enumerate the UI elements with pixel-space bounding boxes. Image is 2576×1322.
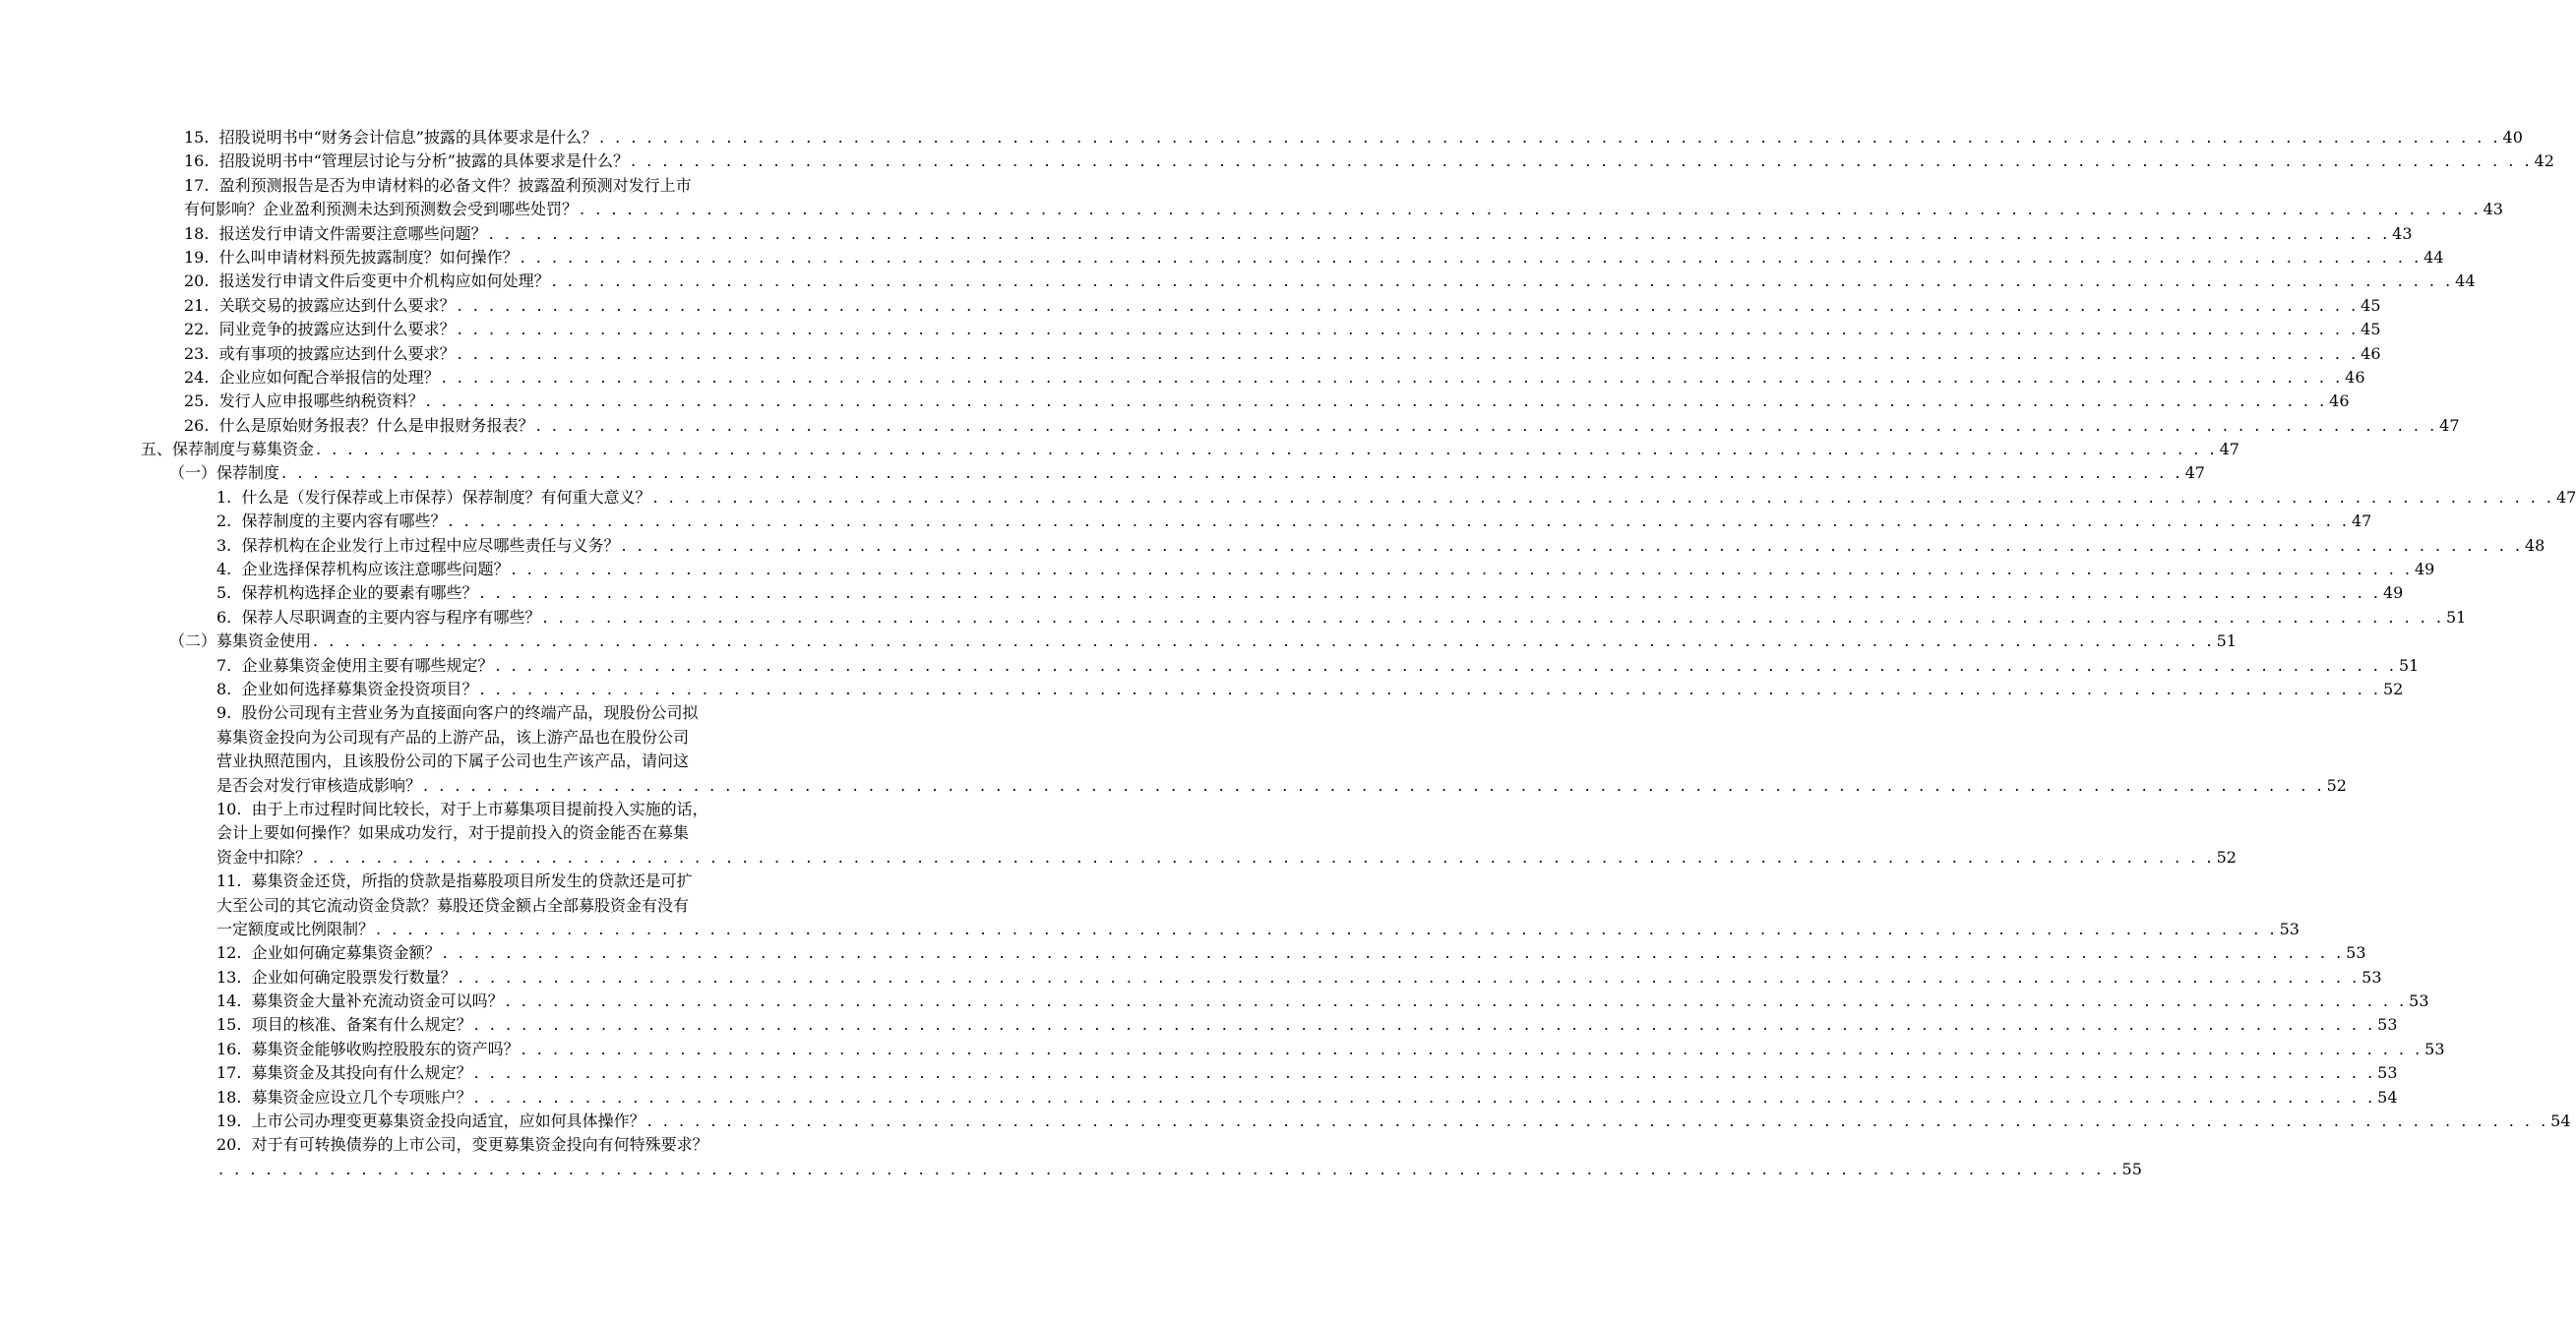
toc-page-number: 46	[2361, 343, 2381, 363]
toc-entry-text: 25. 发行人应申报哪些纳税资料？	[184, 391, 424, 411]
toc-entry-text: 19. 上市公司办理变更募集资金投向适宜，应如何具体操作？	[216, 1112, 645, 1131]
toc-entry-text: 大至公司的其它流动资金贷款？募股还贷金额占全部募股资金有没有	[216, 895, 690, 915]
toc-entry[interactable]	[216, 846, 2237, 870]
toc-entry[interactable]	[184, 126, 2523, 150]
toc-dot-leader: . . . . . . . . . . . . . . . . . . . . . . . . . . . . . . . . . . . . . . . . . . . . . . . . . . . . . . . . . . . . . . . . . . . . . . . . . . . . . . . . . . . . . . . . . . . . . . . . . . . . . . . . . . . . . . . . . . . . . . . .	[441, 367, 2344, 387]
toc-page-number: 44	[2423, 247, 2444, 267]
toc-entry[interactable]	[216, 726, 793, 750]
toc-page-number: 47	[2352, 511, 2372, 531]
toc-dot-leader: . . . . . . . . . . . . . . . . . . . . . . . . . . . . . . . . . . . . . . . . . . . . . . . . . . . . . . . . . . . . . . . . . . . . . . . . . . . . . . . . . . . . . . . . . . . . . . . . . . . . . . . . . . . . . . . . . . . . . . . .	[457, 343, 2360, 363]
toc-entry-text: 14. 募集资金大量补充流动资金可以吗？	[216, 992, 504, 1011]
toc-dot-leader: . . . . . . . . . . . . . . . . . . . . . . . . . . . . . . . . . . . . . . . . . . . . . . . . . . . . . . . . . . . . . . . . . . . . . . . . . . . . . . . . . . . . . . . . . . . . . . . . . . . . . . . . . . . . . . . . . . . . . . . .	[442, 943, 2345, 963]
toc-entry[interactable]	[216, 1133, 793, 1157]
toc-entry[interactable]	[216, 678, 2404, 701]
toc-dot-leader: . . . . . . . . . . . . . . . . . . . . . . . . . . . . . . . . . . . . . . . . . . . . . . . . . . . . . . . . . . . . . . . . . . . . . . . . . . . . . . . . . . . . . . . . . . . . . . . . . . . . . . . . . . . . . . . . . . . . . . . .	[457, 320, 2360, 339]
toc-entry-text: 一定额度或比例限制？	[216, 919, 375, 938]
toc-dot-leader: . . . . . . . . . . . . . . . . . . . . . . . . . . . . . . . . . . . . . . . . . . . . . . . . . . . . . . . . . . . . . . . . . . . . . . . . . . . . . . . . . . . . . . . . . . . . . . . . . . . . . . . . . . . . . . . . . . . . . . . .	[473, 1015, 2376, 1035]
table-of-contents	[0, 126, 2576, 1181]
toc-entry[interactable]	[216, 1086, 2398, 1110]
toc-entry-text: 8. 企业如何选择募集资金投资项目？	[216, 679, 478, 698]
toc-page-number: 53	[2346, 943, 2366, 963]
toc-dot-leader: . . . . . . . . . . . . . . . . . . . . . . . . . . . . . . . . . . . . . . . . . . . . . . . . . . . . . . . . . . . . . . . . . . . . . . . . . . . . . . . . . . . . . . . . . . . . . . . . . . . . . . . . . . . . . . . . . . . . . . . .	[313, 631, 2215, 651]
toc-entry-text: 22. 同业竞争的披露应达到什么要求？	[184, 320, 456, 339]
toc-dot-leader: . . . . . . . . . . . . . . . . . . . . . . . . . . . . . . . . . . . . . . . . . . . . . . . . . . . . . . . . . . . . . . . . . . . . . . . . . . . . . . . . . . . . . . . . . . . . . . . . . . . . . . . . . . . . . . . . . . . . . . . .	[535, 415, 2438, 435]
toc-page-number: 47	[2439, 415, 2460, 435]
toc-page-number: 45	[2361, 320, 2381, 339]
toc-entry[interactable]	[216, 654, 2420, 678]
toc-dot-leader: . . . . . . . . . . . . . . . . . . . . . . . . . . . . . . . . . . . . . . . . . . . . . . . . . . . . . . . . . . . . . . . . . . . . . . . . . . . . . . . . . . . . . . . . . . . . . . . . . . . . . . . . . . . . . . . . . . . . . . . .	[630, 151, 2533, 171]
toc-entry-text: 18. 报送发行申请文件需要注意哪些问题？	[184, 223, 487, 243]
toc-dot-leader: . . . . . . . . . . . . . . . . . . . . . . . . . . . . . . . . . . . . . . . . . . . . . . . . . . . . . . . . . . . . . . . . . . . . . . . . . . . . . . . . . . . . . . . . . . . . . . . . . . . . . . . . . . . . . . . . . . . . . . . .	[488, 223, 2391, 243]
toc-page-number: 54	[2550, 1112, 2571, 1131]
toc-entry[interactable]	[184, 414, 2460, 438]
toc-entry-text: 是否会对发行审核造成影响？	[216, 775, 422, 795]
toc-entry[interactable]	[216, 1038, 2445, 1061]
toc-entry[interactable]	[169, 461, 2205, 485]
toc-dot-leader: . . . . . . . . . . . . . . . . . . . . . . . . . . . . . . . . . . . . . . . . . . . . . . . . . . . . . . . . . . . . . . . . . . . . . . . . . . . . . . . . . . . . . . . . . . . . . . . . . . . . . . . . . . . . . . . . . . . . . . . .	[495, 655, 2397, 675]
toc-dot-leader: . . . . . . . . . . . . . . . . . . . . . . . . . . . . . . . . . . . . . . . . . . . . . . . . . . . . . . . . . . . . . . . . . . . . . . . . . . . . . . . . . . . . . . . . . . . . . . . . . . . . . . . . . . . . . . . . . . . . . . . .	[316, 440, 2218, 459]
toc-entry[interactable]	[216, 1013, 2398, 1037]
toc-entry[interactable]	[184, 270, 2476, 293]
toc-page-number: 46	[2345, 367, 2365, 387]
toc-entry-text: 23. 或有事项的披露应达到什么要求？	[184, 343, 456, 363]
toc-page-number: 47	[2184, 463, 2205, 483]
toc-entry[interactable]	[216, 990, 2429, 1013]
toc-page-number: 53	[2279, 919, 2300, 938]
toc-dot-leader: . . . . . . . . . . . . . . . . . . . . . . . . . . . . . . . . . . . . . . . . . . . . . . . . . . . . . . . . . . . . . . . . . . . . . . . . . . . . . . . . . . . . . . . . . . . . . . . . . . . . . . . . . . . . . . . . . . . . . . . .	[542, 607, 2444, 627]
toc-page-number: 47	[2556, 487, 2576, 507]
toc-entry-text: 募集资金投向为公司现有产品的上游产品，该上游产品也在股份公司	[216, 727, 690, 747]
toc-entry[interactable]	[184, 174, 793, 198]
toc-entry-text: 3. 保荐机构在企业发行上市过程中应尽哪些责任与义务？	[216, 535, 620, 555]
toc-entry-text: 16. 招股说明书中“管理层讨论与分析”披露的具体要求是什么？	[184, 151, 629, 171]
toc-entry[interactable]	[216, 1061, 2398, 1085]
toc-entry-text: （二）募集资金使用	[169, 631, 312, 651]
toc-page-number: 48	[2525, 535, 2545, 555]
toc-entry[interactable]	[184, 318, 2381, 341]
toc-dot-leader: . . . . . . . . . . . . . . . . . . . . . . . . . . . . . . . . . . . . . . . . . . . . . . . . . . . . . . . . . . . . . . . . . . . . . . . . . . . . . . . . . . . . . . . . . . . . . . . . . . . . . . . . . . . . . . . . . . . . . . . .	[521, 1039, 2423, 1058]
toc-entry[interactable]	[216, 750, 793, 773]
toc-entry-text: 5. 保荐机构选择企业的要素有哪些？	[216, 583, 478, 603]
toc-entry-text: 2. 保荐制度的主要内容有哪些？	[216, 511, 447, 531]
toc-dot-leader: . . . . . . . . . . . . . . . . . . . . . . . . . . . . . . . . . . . . . . . . . . . . . . . . . . . . . . . . . . . . . . . . . . . . . . . . . . . . . . . . . . . . . . . . . . . . . . . . . . . . . . . . . . . . . . . . . . . . . . . .	[598, 128, 2501, 147]
toc-page-number: 44	[2455, 271, 2476, 291]
toc-entry-text: （一）保荐制度	[169, 463, 280, 483]
toc-entry[interactable]	[184, 150, 2554, 173]
toc-entry[interactable]	[216, 894, 793, 918]
toc-entry-text: 9. 股份公司现有主营业务为直接面向客户的终端产品，现股份公司拟	[216, 703, 699, 723]
toc-page-number: 49	[2415, 560, 2435, 579]
toc-page-number: 43	[2483, 200, 2503, 219]
toc-entry-text: 19. 什么叫申请材料预先披露制度？如何操作？	[184, 247, 519, 267]
toc-entry-text: 会计上要如何操作？如果成功发行，对于提前投入的资金能否在募集	[216, 823, 690, 843]
toc-entry-text: 20. 报送发行申请文件后变更中介机构应如何处理？	[184, 271, 550, 291]
toc-entry[interactable]	[216, 774, 2347, 798]
toc-entry[interactable]	[184, 366, 2365, 390]
toc-dot-leader: . . . . . . . . . . . . . . . . . . . . . . . . . . . . . . . . . . . . . . . . . . . . . . . . . . . . . . . . . . . . . . . . . . . . . . . . . . . . . . . . . . . . . . . . . . . . . . . . . . . . . . . . . . . . . . . . . . . . . . . .	[511, 560, 2413, 579]
toc-page-number: 53	[2409, 992, 2429, 1011]
toc-page-number: 53	[2361, 967, 2382, 987]
toc-entry-text: 7. 企业募集资金使用主要有哪些规定？	[216, 655, 494, 675]
toc-entry[interactable]	[216, 606, 2467, 630]
toc-entry[interactable]	[184, 246, 2444, 270]
toc-dot-leader: . . . . . . . . . . . . . . . . . . . . . . . . . . . . . . . . . . . . . . . . . . . . . . . . . . . . . . . . . . . . . . . . . . . . . . . . . . . . . . . . . . . . . . . . . . . . . . . . . . . . . . . . . . . . . . . . . . . . . . . .	[505, 992, 2408, 1011]
toc-entry[interactable]	[216, 941, 2366, 965]
toc-dot-leader: . . . . . . . . . . . . . . . . . . . . . . . . . . . . . . . . . . . . . . . . . . . . . . . . . . . . . . . . . . . . . . . . . . . . . . . . . . . . . . . . . . . . . . . . . . . . . . . . . . . . . . . . . . . . . . . . . . . . . . . .	[458, 967, 2361, 987]
toc-dot-leader: . . . . . . . . . . . . . . . . . . . . . . . . . . . . . . . . . . . . . . . . . . . . . . . . . . . . . . . . . . . . . . . . . . . . . . . . . . . . . . . . . . . . . . . . . . . . . . . . . . . . . . . . . . . . . . . . . . . . . . . .	[425, 391, 2328, 411]
toc-entry-text: 16. 募集资金能够收购控股股东的资产吗？	[216, 1039, 520, 1058]
toc-page-number: 53	[2424, 1039, 2445, 1058]
toc-entry-text: 13. 企业如何确定股票发行数量？	[216, 967, 457, 987]
toc-entry[interactable]	[216, 534, 2545, 558]
toc-dot-leader: . . . . . . . . . . . . . . . . . . . . . . . . . . . . . . . . . . . . . . . . . . . . . . . . . . . . . . . . . . . . . . . . . . . . . . . . . . . . . . . . . . . . . . . . . . . . . . . . . . . . . . . . . . . . . . . . . . . . . . . .	[479, 583, 2381, 603]
toc-entry-text: 21. 关联交易的披露应达到什么要求？	[184, 295, 456, 315]
toc-entry[interactable]	[184, 222, 2413, 246]
toc-dot-leader: . . . . . . . . . . . . . . . . . . . . . . . . . . . . . . . . . . . . . . . . . . . . . . . . . . . . . . . . . . . . . . . . . . . . . . . . . . . . . . . . . . . . . . . . . . . . . . . . . . . . . . . . . . . . . . . . . . . . . . . .	[473, 1087, 2376, 1107]
toc-entry-text: 26. 什么是原始财务报表？什么是申报财务报表？	[184, 415, 534, 435]
toc-page-number: 51	[2216, 631, 2237, 651]
toc-entry-text: 五、保荐制度与募集资金	[141, 440, 315, 459]
toc-entry[interactable]	[216, 966, 2382, 990]
toc-dot-leader: . . . . . . . . . . . . . . . . . . . . . . . . . . . . . . . . . . . . . . . . . . . . . . . . . . . . . . . . . . . . . . . . . . . . . . . . . . . . . . . . . . . . . . . . . . . . . . . . . . . . . . . . . . . . . . . . . . . . . . . .	[376, 919, 2278, 938]
toc-entry[interactable]	[216, 701, 793, 725]
toc-entry[interactable]	[216, 870, 793, 893]
toc-entry-text: 15. 项目的核准、备案有什么规定？	[216, 1015, 472, 1035]
toc-entry[interactable]	[141, 438, 2239, 461]
toc-entry-text: 11. 募集资金还贷，所指的贷款是指募股项目所发生的贷款还是可扩	[216, 871, 693, 891]
toc-page-number: 53	[2377, 1015, 2398, 1035]
toc-page-number: 45	[2361, 295, 2381, 315]
toc-entry[interactable]	[216, 1110, 2571, 1133]
toc-dot-leader: . . . . . . . . . . . . . . . . . . . . . . . . . . . . . . . . . . . . . . . . . . . . . . . . . . . . . . . . . . . . . . . . . . . . . . . . . . . . . . . . . . . . . . . . . . . . . . . . . . . . . . . . . . . . . . . . . . . . . . . .	[448, 511, 2350, 531]
toc-page-number: 42	[2534, 151, 2554, 171]
toc-entry-text: 24. 企业应如何配合举报信的处理？	[184, 367, 440, 387]
toc-entry-text: 12. 企业如何确定募集资金额？	[216, 943, 441, 963]
toc-entry[interactable]	[216, 510, 2372, 533]
toc-entry[interactable]	[184, 390, 2350, 413]
toc-entry[interactable]	[184, 198, 2503, 221]
toc-page-number: 43	[2392, 223, 2413, 243]
toc-entry-text: 6. 保荐人尽职调查的主要内容与程序有哪些？	[216, 607, 541, 627]
toc-entry-text: 10. 由于上市过程时间比较长，对于上市募集项目提前投入实施的话，	[216, 799, 708, 818]
toc-page-number: 51	[2446, 607, 2467, 627]
toc-page-number: 51	[2399, 655, 2420, 675]
toc-entry-text: 资金中扣除？	[216, 847, 312, 867]
toc-entry-text: 18. 募集资金应设立几个专项账户？	[216, 1087, 472, 1107]
toc-page-number: 46	[2329, 391, 2350, 411]
toc-entry-text: 有何影响？企业盈利预测未达到预测数会受到哪些处罚？	[184, 200, 579, 219]
toc-entry-text: 20. 对于有可转换债券的上市公司，变更募集资金投向有何特殊要求？	[216, 1135, 708, 1155]
toc-page-number: 52	[2216, 847, 2237, 867]
toc-entry[interactable]	[216, 1158, 2142, 1181]
toc-dot-leader: . . . . . . . . . . . . . . . . . . . . . . . . . . . . . . . . . . . . . . . . . . . . . . . . . . . . . . . . . . . . . . . . . . . . . . . . . . . . . . . . . . . . . . . . . . . . . . . . . . . . . . . . . . . . . . . . . . . . . . . .	[551, 271, 2454, 291]
toc-entry-text: 17. 募集资金及其投向有什么规定？	[216, 1063, 472, 1083]
toc-entry[interactable]	[184, 342, 2381, 366]
toc-dot-leader: . . . . . . . . . . . . . . . . . . . . . . . . . . . . . . . . . . . . . . . . . . . . . . . . . . . . . . . . . . . . . . . . . . . . . . . . . . . . . . . . . . . . . . . . . . . . . . . . . . . . . . . . . . . . . . . . . . . . . . . .	[457, 295, 2360, 315]
toc-page-number: 40	[2502, 128, 2523, 147]
toc-entry[interactable]	[216, 486, 2576, 510]
toc-dot-leader: . . . . . . . . . . . . . . . . . . . . . . . . . . . . . . . . . . . . . . . . . . . . . . . . . . . . . . . . . . . . . . . . . . . . . . . . . . . . . . . . . . . . . . . . . . . . . . . . . . . . . . . . . . . . . . . . . . . . . . . .	[580, 200, 2482, 219]
toc-entry[interactable]	[169, 630, 2237, 653]
toc-page-number: 52	[2383, 679, 2404, 698]
toc-entry-text: 4. 企业选择保荐机构应该注意哪些问题？	[216, 560, 510, 579]
toc-entry-text: 营业执照范围内，且该股份公司的下属子公司也生产该产品，请问这	[216, 751, 690, 771]
toc-entry-text: 17. 盈利预测报告是否为申请材料的必备文件？披露盈利预测对发行上市	[184, 175, 692, 195]
toc-page-number: 52	[2326, 775, 2347, 795]
toc-dot-leader: . . . . . . . . . . . . . . . . . . . . . . . . . . . . . . . . . . . . . . . . . . . . . . . . . . . . . . . . . . . . . . . . . . . . . . . . . . . . . . . . . . . . . . . . . . . . . . . . . . . . . . . . . . . . . . . . . . . . . . . .	[646, 1112, 2549, 1131]
toc-page-number: 55	[2121, 1159, 2142, 1178]
toc-dot-leader: . . . . . . . . . . . . . . . . . . . . . . . . . . . . . . . . . . . . . . . . . . . . . . . . . . . . . . . . . . . . . . . . . . . . . . . . . . . . . . . . . . . . . . . . . . . . . . . . . . . . . . . . . . . . . . . . . . . . . . . .	[423, 775, 2325, 795]
toc-entry-text: 15. 招股说明书中“财务会计信息”披露的具体要求是什么？	[184, 128, 597, 147]
toc-dot-leader: . . . . . . . . . . . . . . . . . . . . . . . . . . . . . . . . . . . . . . . . . . . . . . . . . . . . . . . . . . . . . . . . . . . . . . . . . . . . . . . . . . . . . . . . . . . . . . . . . . . . . . . . . . . . . . . . . . . . . . . .	[313, 847, 2215, 867]
toc-entry[interactable]	[216, 918, 2300, 941]
toc-dot-leader: . . . . . . . . . . . . . . . . . . . . . . . . . . . . . . . . . . . . . . . . . . . . . . . . . . . . . . . . . . . . . . . . . . . . . . . . . . . . . . . . . . . . . . . . . . . . . . . . . . . . . . . . . . . . . . . . . . . . . . . .	[520, 247, 2423, 267]
toc-entry[interactable]	[216, 558, 2435, 581]
toc-dot-leader: . . . . . . . . . . . . . . . . . . . . . . . . . . . . . . . . . . . . . . . . . . . . . . . . . . . . . . . . . . . . . . . . . . . . . . . . . . . . . . . . . . . . . . . . . . . . . . . . . . . . . . . . . . . . . . . . . . . . . . . .	[621, 535, 2523, 555]
toc-dot-leader: . . . . . . . . . . . . . . . . . . . . . . . . . . . . . . . . . . . . . . . . . . . . . . . . . . . . . . . . . . . . . . . . . . . . . . . . . . . . . . . . . . . . . . . . . . . . . . . . . . . . . . . . . . . . . . . . . . . . . . . .	[479, 679, 2381, 698]
toc-page-number: 47	[2219, 440, 2239, 459]
toc-page-number: 53	[2377, 1063, 2398, 1083]
toc-entry[interactable]	[216, 798, 793, 821]
toc-entry[interactable]	[184, 294, 2381, 318]
toc-dot-leader: . . . . . . . . . . . . . . . . . . . . . . . . . . . . . . . . . . . . . . . . . . . . . . . . . . . . . . . . . . . . . . . . . . . . . . . . . . . . . . . . . . . . . . . . . . . . . . . . . . . . . . . . . . . . . . . . . . . . . . . .	[218, 1159, 2120, 1178]
toc-dot-leader: . . . . . . . . . . . . . . . . . . . . . . . . . . . . . . . . . . . . . . . . . . . . . . . . . . . . . . . . . . . . . . . . . . . . . . . . . . . . . . . . . . . . . . . . . . . . . . . . . . . . . . . . . . . . . . . . . . . . . . . .	[652, 487, 2554, 507]
toc-entry[interactable]	[216, 821, 793, 845]
toc-page-number: 54	[2377, 1087, 2398, 1107]
toc-entry-text: 1. 什么是（发行保荐或上市保荐）保荐制度？有何重大意义？	[216, 487, 651, 507]
toc-dot-leader: . . . . . . . . . . . . . . . . . . . . . . . . . . . . . . . . . . . . . . . . . . . . . . . . . . . . . . . . . . . . . . . . . . . . . . . . . . . . . . . . . . . . . . . . . . . . . . . . . . . . . . . . . . . . . . . . . . . . . . . .	[281, 463, 2183, 483]
toc-page-number: 49	[2383, 583, 2404, 603]
toc-dot-leader: . . . . . . . . . . . . . . . . . . . . . . . . . . . . . . . . . . . . . . . . . . . . . . . . . . . . . . . . . . . . . . . . . . . . . . . . . . . . . . . . . . . . . . . . . . . . . . . . . . . . . . . . . . . . . . . . . . . . . . . .	[473, 1063, 2376, 1083]
toc-entry[interactable]	[216, 581, 2404, 605]
